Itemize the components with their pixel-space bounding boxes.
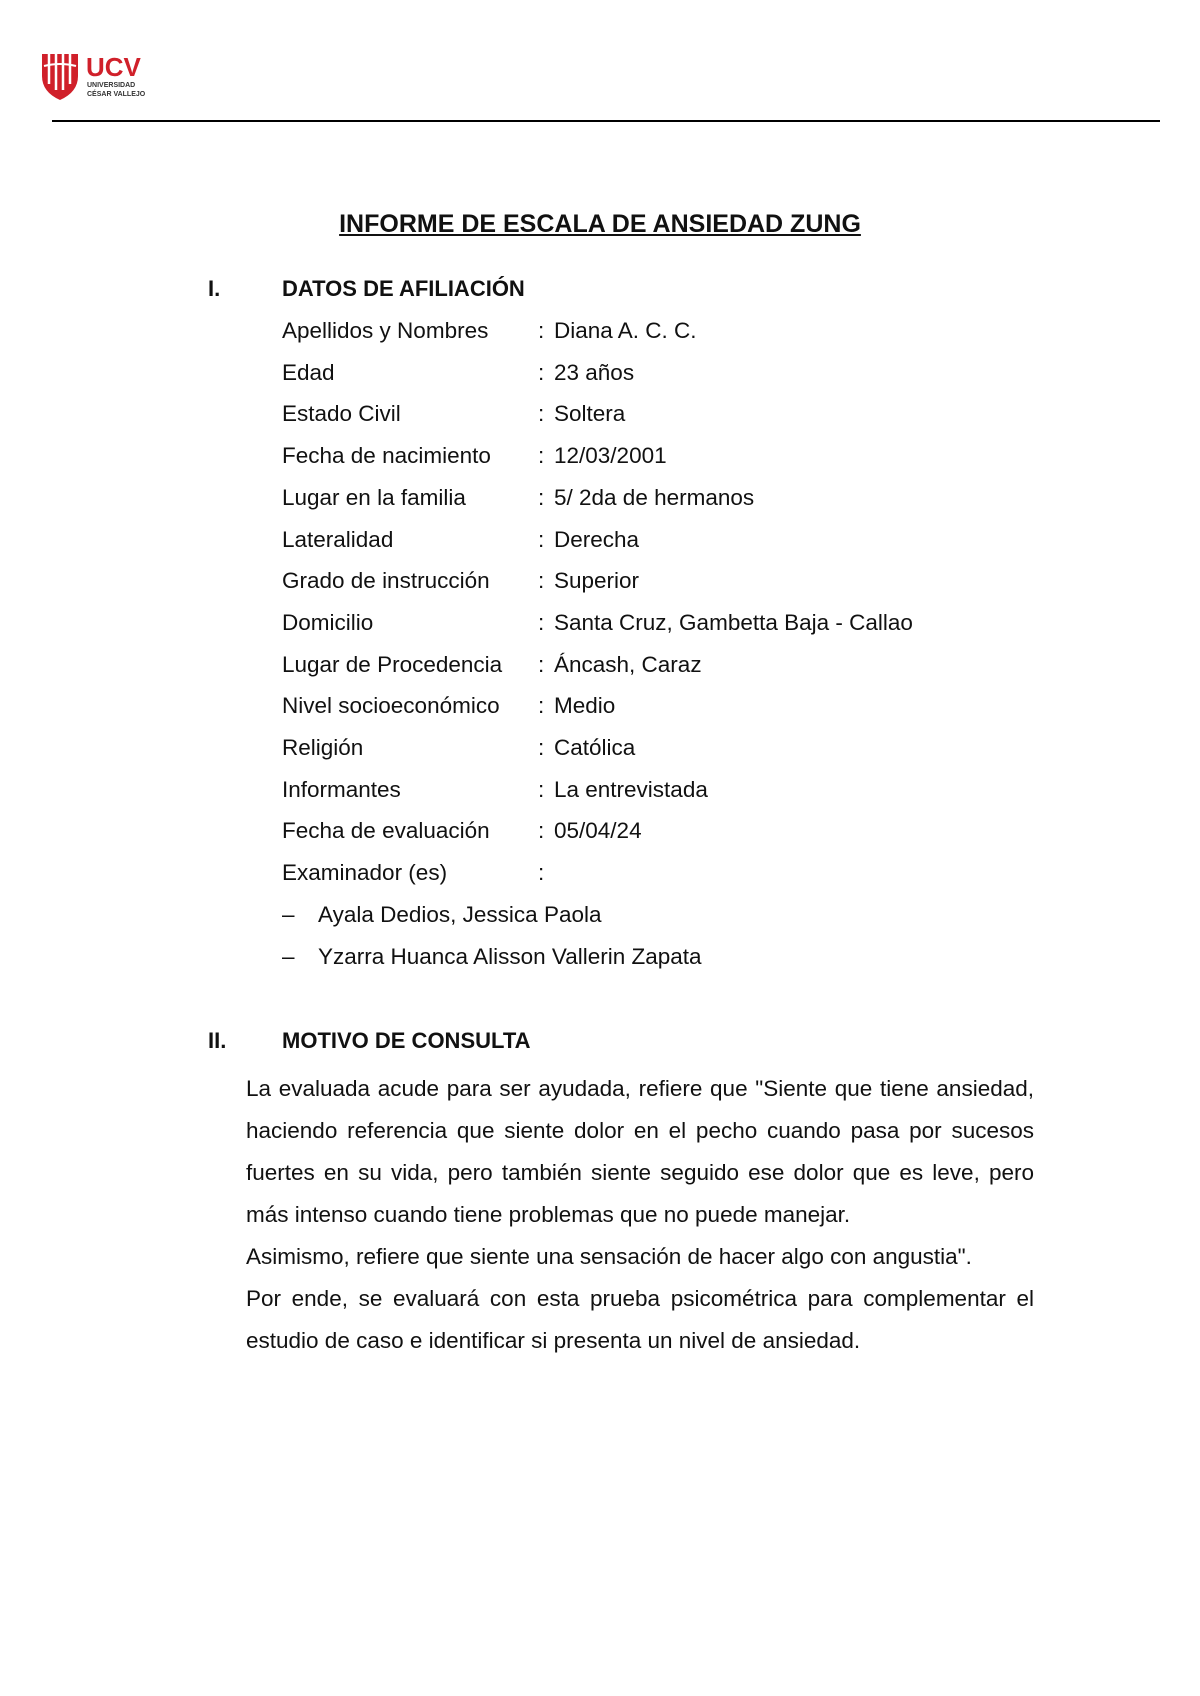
field-value: Derecha (554, 527, 640, 552)
paragraph-3: Por ende, se evaluará con esta prueba psicométrica para complementar el estudio de caso e identificar si presenta un nivel de ansiedad. (246, 1286, 1034, 1353)
bullet-dash: – (282, 902, 295, 927)
bullet-dash: – (282, 944, 295, 969)
field-colon: : (538, 568, 545, 593)
field-colon: : (538, 818, 545, 843)
section-2-number: II. (208, 1028, 227, 1053)
field-label: Lateralidad (282, 527, 394, 552)
field-label: Lugar en la familia (282, 485, 466, 510)
field-colon: : (538, 485, 545, 510)
paragraph-2: Asimismo, refiere que siente una sensación de hacer algo con angustia". (246, 1244, 972, 1269)
examiner-name: Yzarra Huanca Alisson Vallerin Zapata (318, 944, 702, 969)
field-label: Examinador (es) (282, 860, 448, 885)
field-label: Fecha de evaluación (282, 818, 490, 843)
field-colon: : (538, 735, 545, 760)
field-value: La entrevistada (554, 777, 708, 802)
document-title: INFORME DE ESCALA DE ANSIEDAD ZUNG (339, 210, 861, 238)
field-label: Grado de instrucción (282, 568, 490, 593)
consultation-reason-text (246, 1068, 1034, 1362)
shield-logo-icon (42, 54, 78, 100)
logo-subtitle-1: UNIVERSIDAD (87, 82, 136, 89)
field-colon: : (538, 652, 545, 677)
field-value: 12/03/2001 (554, 443, 667, 468)
section-1-title: DATOS DE AFILIACIÓN (282, 276, 525, 301)
field-value: 05/04/24 (554, 818, 642, 843)
field-colon: : (538, 693, 545, 718)
field-value: 23 años (554, 360, 635, 385)
field-value: Diana A. C. C. (554, 318, 697, 343)
field-label: Estado Civil (282, 401, 401, 426)
field-colon: : (538, 777, 545, 802)
logo-text: UCV (86, 52, 141, 82)
section-2-title: MOTIVO DE CONSULTA (282, 1028, 531, 1053)
field-label: Apellidos y Nombres (282, 318, 489, 343)
field-label: Religión (282, 735, 364, 760)
field-value: Medio (554, 693, 616, 718)
field-colon: : (538, 860, 545, 885)
field-value: Áncash, Caraz (554, 652, 702, 677)
field-label: Domicilio (282, 610, 374, 635)
field-colon: : (538, 527, 545, 552)
field-label: Informantes (282, 777, 401, 802)
field-label: Fecha de nacimiento (282, 443, 491, 468)
field-value: Soltera (554, 401, 626, 426)
field-colon: : (538, 360, 545, 385)
field-colon: : (538, 443, 545, 468)
field-value: 5/ 2da de hermanos (554, 485, 755, 510)
field-label: Nivel socioeconómico (282, 693, 500, 718)
section-1-number: I. (208, 276, 221, 301)
field-label: Edad (282, 360, 335, 385)
header-divider (52, 120, 1160, 122)
examiner-name: Ayala Dedios, Jessica Paola (318, 902, 602, 927)
field-value: Católica (554, 735, 636, 760)
field-label: Lugar de Procedencia (282, 652, 503, 677)
field-value: Superior (554, 568, 640, 593)
field-colon: : (538, 401, 545, 426)
ucv-logo (40, 46, 160, 104)
field-colon: : (538, 610, 545, 635)
paragraph-1: La evaluada acude para ser ayudada, refiere que "Siente que tiene ansiedad, haciendo referencia que siente dolor en el pecho cuando pasa por sucesos fuertes en su vida, pero también siente seguido ese dolor que es leve, pero más intenso cuando tiene problemas que no puede manejar. (246, 1076, 1034, 1227)
field-colon: : (538, 318, 545, 343)
field-value: Santa Cruz, Gambetta Baja - Callao (554, 610, 913, 635)
logo-subtitle-2: CÉSAR VALLEJO (87, 91, 146, 98)
